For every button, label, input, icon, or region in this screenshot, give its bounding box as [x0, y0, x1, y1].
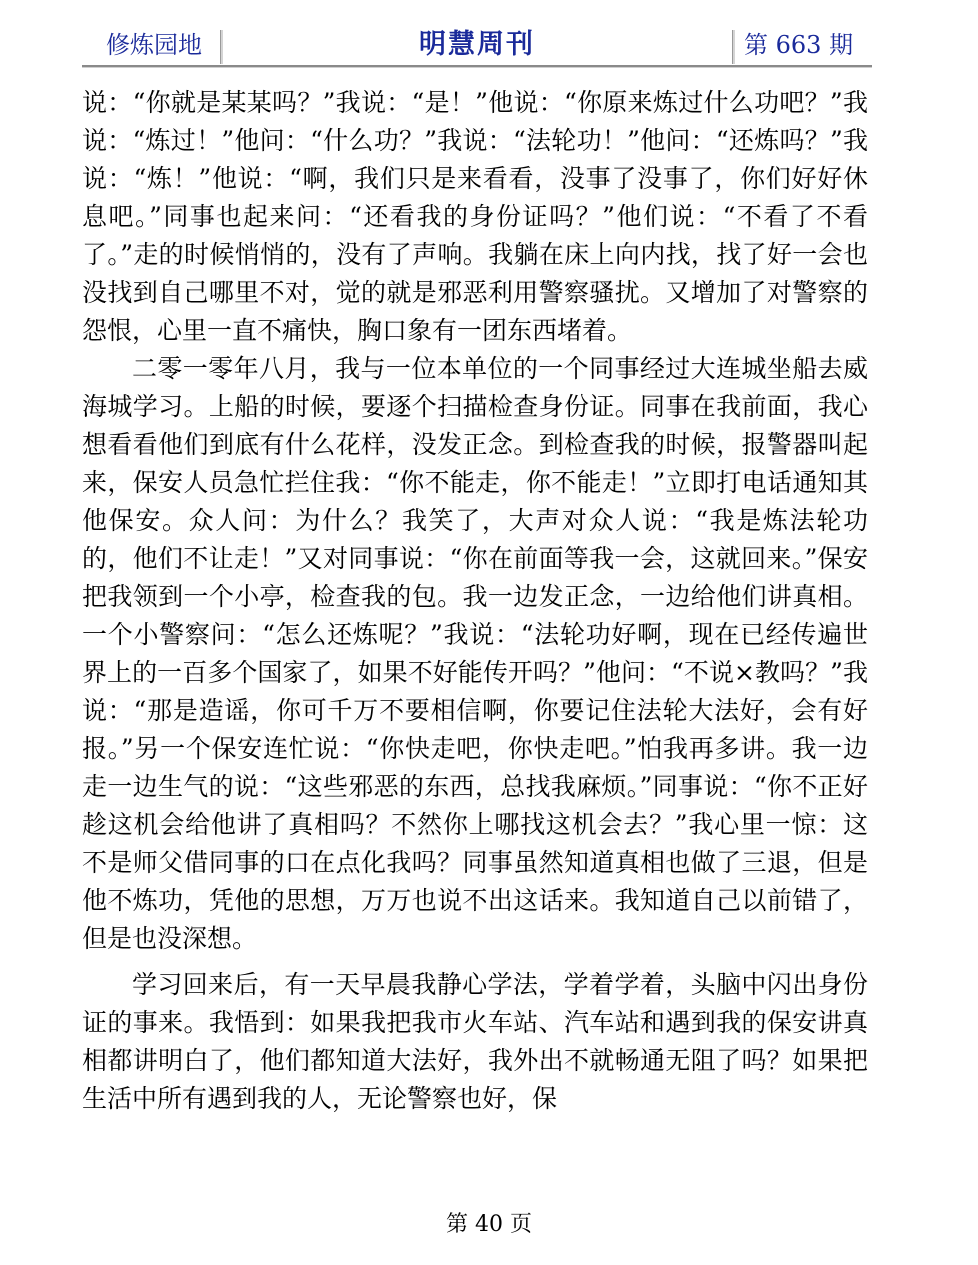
paragraph-1: 说：“你就是某某吗？”我说：“是！”他说：“你原来炼过什么功吧？”我说：“炼过！”他问：“什么功？”我说：“法轮功！”他问：“还炼吗？”我说：“炼！”他说：“啊，我们只是来看看，没事了没事了，你们好好休息吧。”同事也起来问：“还看我的身份证吗？”他们说：“不看了不看了。”走的时候悄悄的，没有了声响。我躺在床上向内找，找了好一会也没找到自己哪里不对，觉的就是邪恶利用警察骚扰。又增加了对警察的怨恨，心里一直不痛快，胸口象有一团东西堵着。 — [82, 88, 868, 345]
page-header — [82, 26, 872, 68]
issue-number: 第 663 期 — [744, 31, 854, 59]
paragraph-2: 二零一零年八月，我与一位本单位的一个同事经过大连城坐船去威海城学习。上船的时候，要逐个扫描检查身份证。同事在我前面，我心想看看他们到底有什么花样，没发正念。到检查我的时候，报警器叫起来，保安人员急忙拦住我：“你不能走，你不能走！”立即打电话通知其他保安。众人问：为什么？我笑了，大声对众人说：“我是炼法轮功的，他们不让走！”又对同事说：“你在前面等我一会，这就回来。”保安把我领到一个小亭，检查我的包。我一边发正念，一边给他们讲真相。一个小警察问：“怎么还炼呢？”我说：“法轮功好啊，现在已经传遍世界上的一百多个国家了，如果不好能传开吗？”他问：“不说×教吗？”我说：“那是造谣，你可千万不要相信啊，你要记住法轮大法好，会有好报。”另一个保安连忙说：“你快走吧，你快走吧。”怕我再多讲。我一边走一边生气的说：“这些邪恶的东西，总找我麻烦。”同事说：“你不正好趁这机会给他讲了真相吗？不然你上哪找这机会去？”我心里一惊：这不是师父借同事的口在点化我吗？同事虽然知道真相也做了三退，但是他不炼功，凭他的思想，万万也说不出这话来。我知道自己以前错了，但是也没深想。 — [82, 354, 868, 953]
article-body — [82, 84, 868, 1204]
header-divider-right — [732, 30, 735, 64]
section-label: 修炼园地 — [106, 31, 202, 59]
page-number: 第 40 页 — [446, 1212, 532, 1237]
header-rule — [82, 65, 872, 68]
paragraph-3: 学习回来后，有一天早晨我静心学法，学着学着，头脑中闪出身份证的事来。我悟到：如果我把我市火车站、汽车站和遇到我的保安讲真相都讲明白了，他们都知道大法好，我外出不就畅通无阻了吗？如果把生活中所有遇到我的人，无论警察也好，保 — [82, 970, 868, 1113]
publication-title: 明慧周刊 — [419, 29, 535, 60]
